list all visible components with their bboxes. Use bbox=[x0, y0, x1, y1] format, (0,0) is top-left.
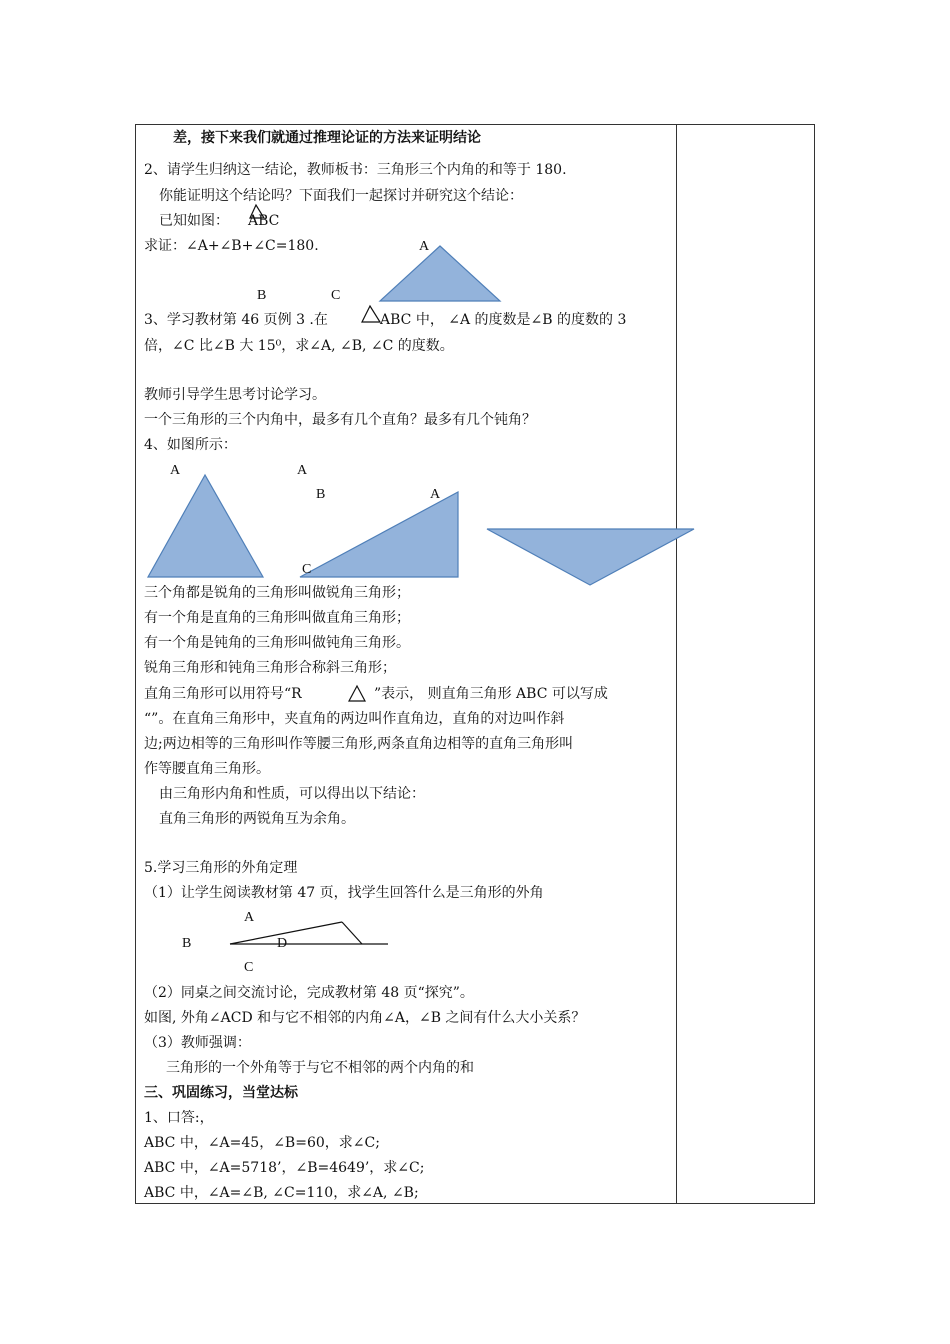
line-ex-3: ABC 中，∠A=∠B, ∠C=110，求∠A, ∠B; bbox=[144, 1185, 419, 1201]
line-given: 已知如图： bbox=[159, 213, 229, 229]
line-conclusion: 直角三角形的两锐角互为余角。 bbox=[159, 811, 355, 827]
line-given-abc: ABC bbox=[248, 213, 280, 229]
line-oblique: 锐角三角形和钝角三角形合称斜三角形； bbox=[144, 660, 396, 676]
obtuse-triangle-figure bbox=[487, 529, 694, 585]
right-triangle-figure bbox=[300, 492, 458, 577]
fig3-label-c: C bbox=[244, 960, 254, 975]
line-def-1: “”。在直角三角形中，夹直角的两边叫作直角边，直角的对边叫作斜 bbox=[144, 711, 565, 727]
line-5-1: （1）让学生阅读教材第 47 页，找学生回答什么是三角形的外角 bbox=[144, 885, 544, 901]
line-acute: 三个角都是锐角的三角形叫做锐角三角形； bbox=[144, 585, 410, 601]
line-question: 一个三角形的三个内角中，最多有几个直角？最多有几个钝角？ bbox=[144, 412, 536, 428]
fig2-label-a3: A bbox=[430, 487, 441, 502]
fig3-label-d: D bbox=[277, 936, 288, 951]
line-oral: 1、口答:， bbox=[144, 1110, 214, 1126]
fig1-label-a: A bbox=[419, 239, 430, 254]
line-example3b: ABC 中， ∠A 的度数是∠B 的度数的 3 bbox=[380, 312, 627, 328]
line-5-3: （3）教师强调： bbox=[144, 1035, 251, 1051]
fig1-label-b: B bbox=[257, 288, 267, 303]
fig3-label-a: A bbox=[244, 910, 255, 925]
acute-triangle-figure bbox=[148, 475, 263, 577]
fig3-label-b: B bbox=[182, 936, 192, 951]
line-2: 2、请学生归纳这一结论，教师板书：三角形三个内角的和等于 180. bbox=[144, 162, 567, 178]
triangle-symbol-icon bbox=[362, 306, 380, 322]
fig2-label-b: B bbox=[316, 487, 326, 502]
line-section-3: 三、巩固练习，当堂达标 bbox=[144, 1085, 298, 1101]
triangle-figure-abc bbox=[380, 246, 500, 301]
fig2-label-a2: A bbox=[297, 463, 308, 478]
line-teacher-guide: 教师引导学生思考讨论学习。 bbox=[144, 387, 326, 403]
line-symbol-a: 直角三角形可以用符号“R bbox=[144, 686, 302, 702]
line-5-question: 如图, 外角∠ACD 和与它不相邻的内角∠A，∠B 之间有什么大小关系？ bbox=[144, 1010, 586, 1026]
line-4: 4、如图所示： bbox=[144, 437, 237, 453]
line-example3c: 倍，∠C 比∠B 大 15⁰，求∠A, ∠B, ∠C 的度数。 bbox=[144, 338, 454, 354]
fig1-label-c: C bbox=[331, 288, 341, 303]
line-5: 5.学习三角形的外角定理 bbox=[144, 860, 298, 876]
triangle-symbol-icon bbox=[250, 205, 264, 218]
line-intro: 差，接下来我们就通过推理论证的方法来证明结论 bbox=[173, 130, 481, 146]
fig2-label-a1: A bbox=[170, 463, 181, 478]
line-example3a: 3、学习教材第 46 页例 3 .在 bbox=[144, 312, 328, 328]
line-ex-1: ABC 中，∠A=45，∠B=60，求∠C; bbox=[144, 1135, 380, 1151]
triangle-symbol-icon bbox=[349, 686, 365, 701]
line-3: 你能证明这个结论吗？下面我们一起探讨并研究这个结论： bbox=[159, 188, 523, 204]
line-prove: 求证：∠A+∠B+∠C=180. bbox=[144, 238, 319, 254]
line-5-2: （2）同桌之间交流讨论，完成教材第 48 页“探究”。 bbox=[144, 985, 474, 1001]
line-symbol-b: ”表示， 则直角三角形 ABC 可以写成 bbox=[374, 686, 608, 702]
line-property: 由三角形内角和性质，可以得出以下结论： bbox=[159, 786, 425, 802]
line-right: 有一个角是直角的三角形叫做直角三角形； bbox=[144, 610, 410, 626]
line-ex-2: ABC 中，∠A=5718’，∠B=4649’，求∠C; bbox=[144, 1160, 425, 1176]
fig2-label-c: C bbox=[302, 562, 312, 577]
line-def-3: 作等腰直角三角形。 bbox=[144, 761, 270, 777]
line-def-2: 边;两边相等的三角形叫作等腰三角形,两条直角边相等的直角三角形叫 bbox=[144, 736, 574, 752]
line-theorem: 三角形的一个外角等于与它不相邻的两个内角的和 bbox=[166, 1060, 474, 1076]
line-obtuse: 有一个角是钝角的三角形叫做钝角三角形。 bbox=[144, 635, 410, 651]
